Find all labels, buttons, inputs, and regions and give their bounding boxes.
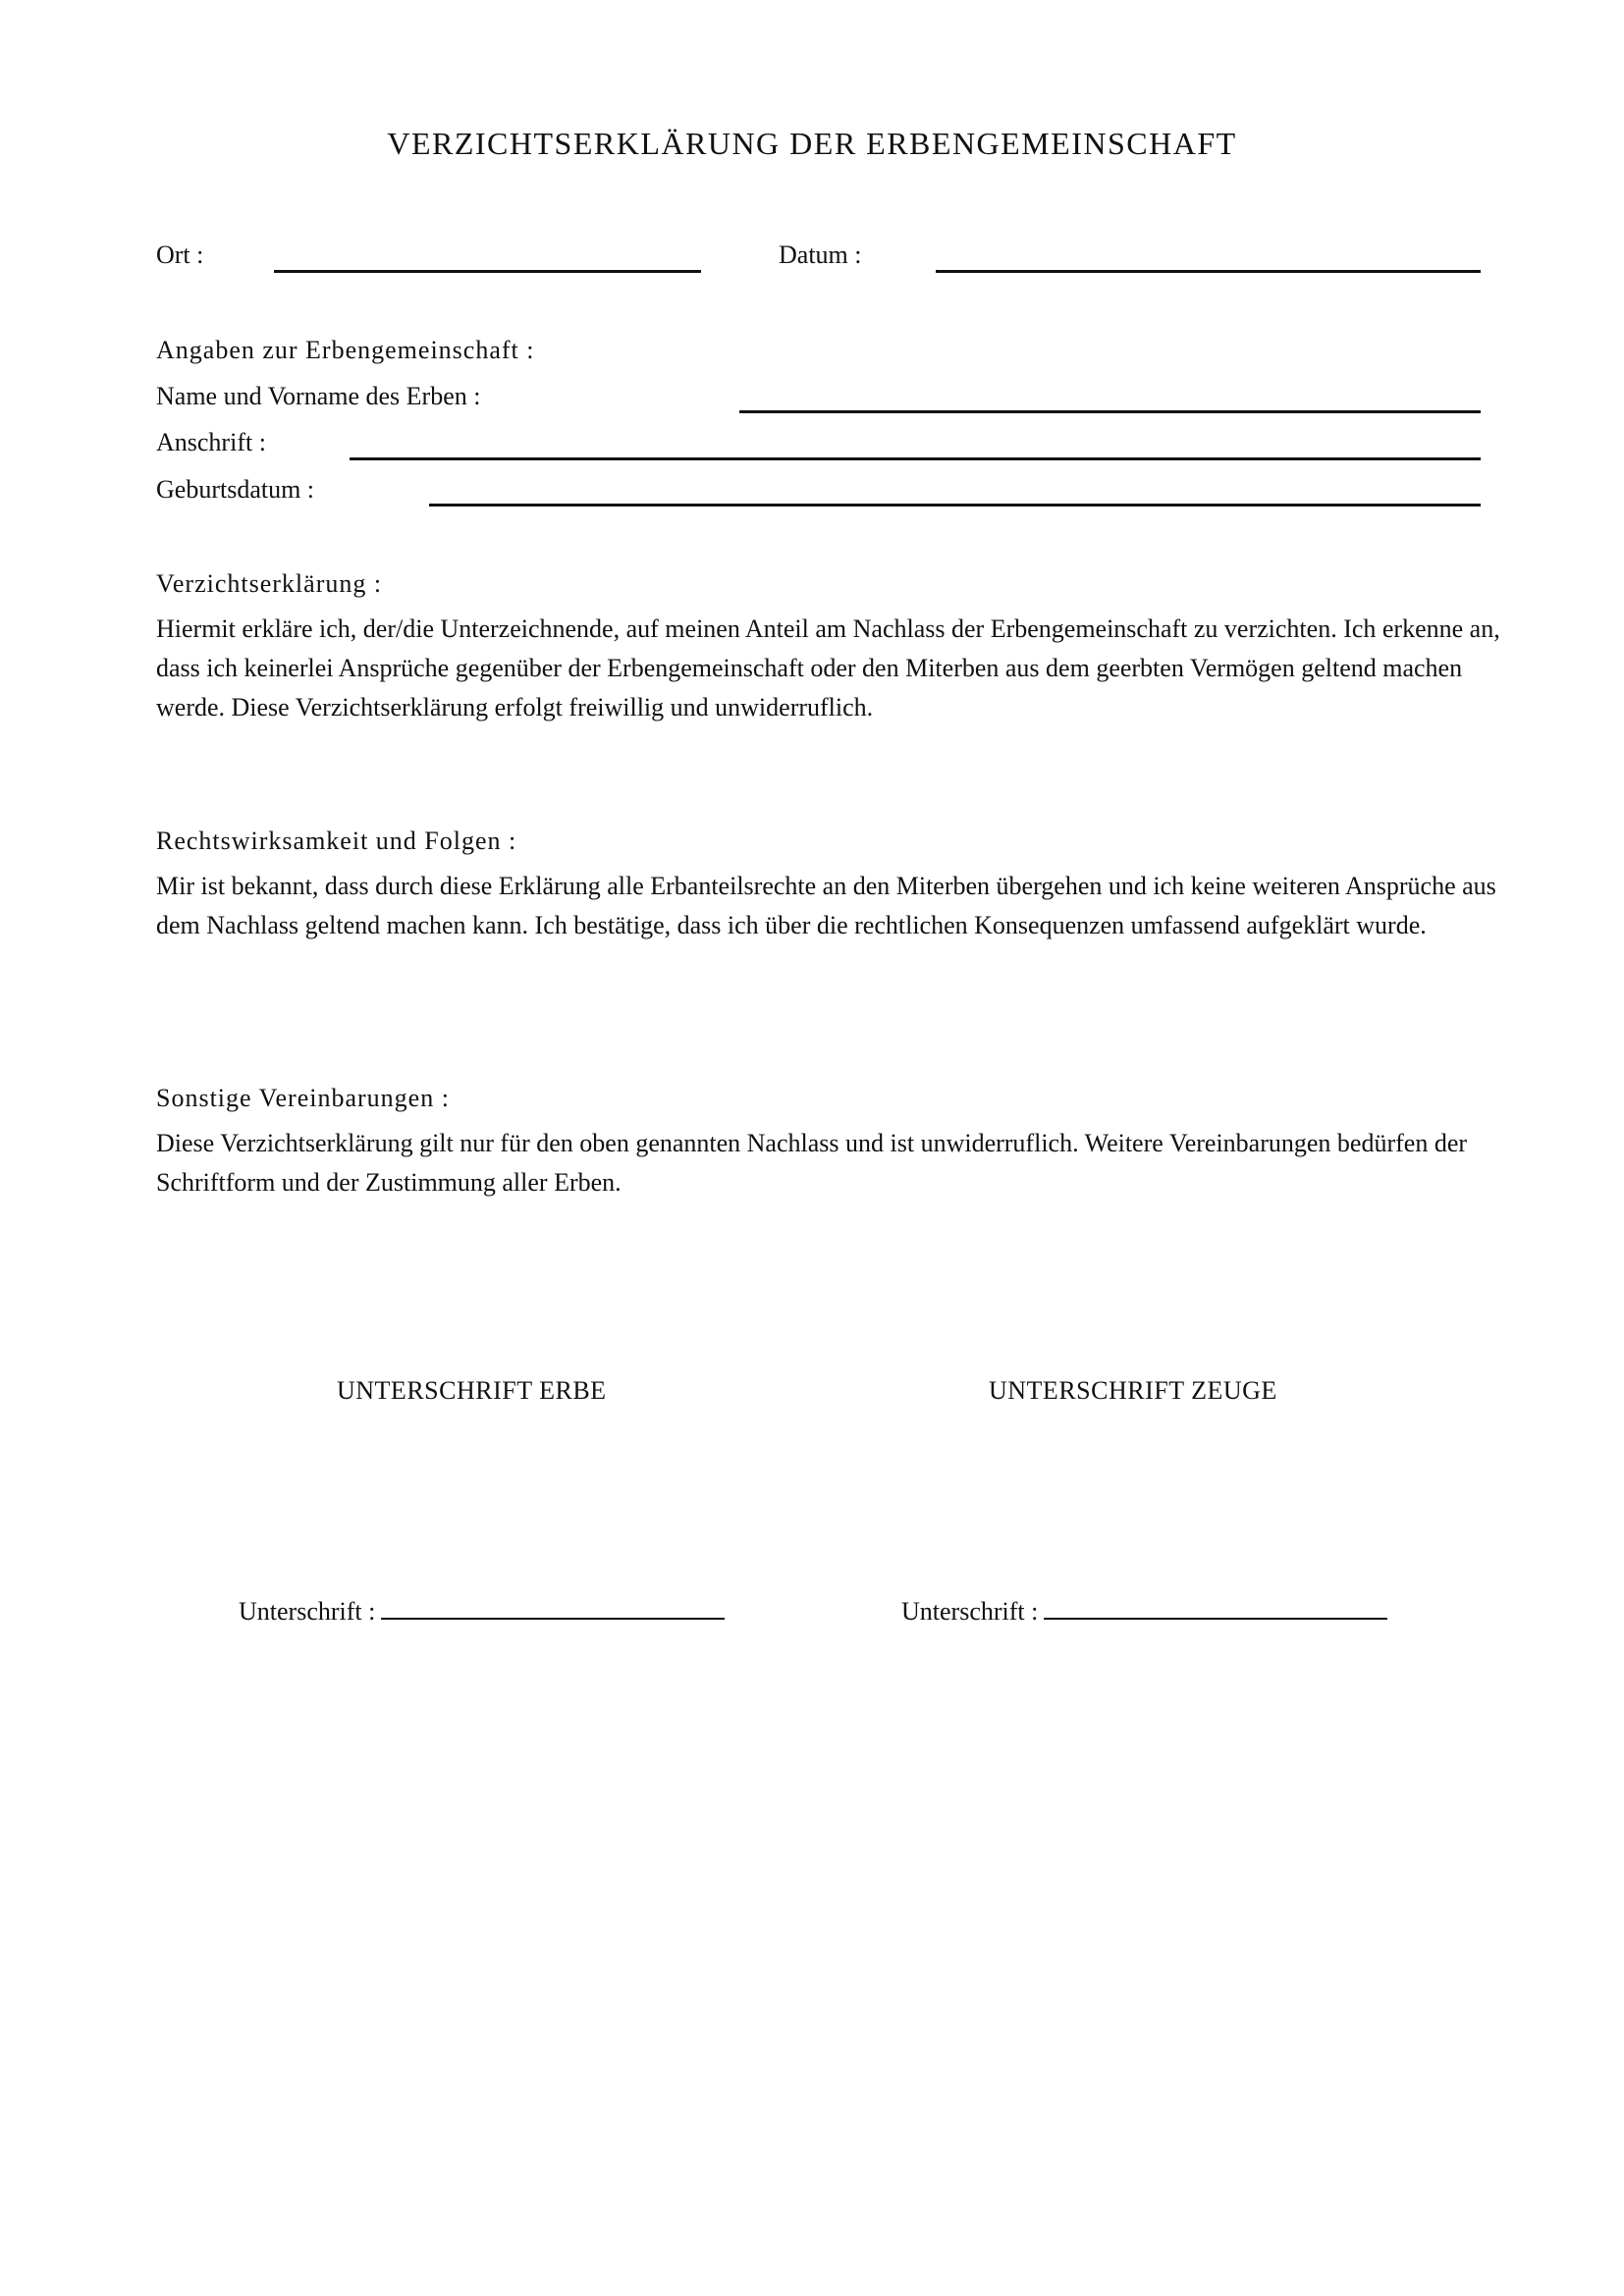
heir-signature-field[interactable] xyxy=(381,1594,725,1620)
witness-signature-field[interactable] xyxy=(1044,1594,1387,1620)
heirs-heading: Angaben zur Erbengemeinschaft : xyxy=(156,336,535,364)
address-field[interactable] xyxy=(350,457,1481,460)
heir-name-label: Name und Vorname des Erben : xyxy=(156,382,481,410)
birthdate-label: Geburtsdatum : xyxy=(156,475,315,504)
datum-label: Datum : xyxy=(779,240,862,269)
waiver-heading: Verzichtserklärung : xyxy=(156,569,383,598)
heir-signature-row xyxy=(239,1594,725,1627)
birthdate-field[interactable] xyxy=(429,504,1481,507)
legal-heading: Rechtswirksamkeit und Folgen : xyxy=(156,827,517,855)
legal-text: Mir ist bekannt, dass durch diese Erklärung alle Erbanteilsrechte an den Miterben übergehen und ich keine weiteren Ansprüche aus dem Nachlass geltend machen kann. Ich bestätige, dass ich über die rechtlichen Konsequenzen umfassend aufgeklärt wurde. xyxy=(156,872,1496,939)
heir-signature-heading: UNTERSCHRIFT ERBE xyxy=(337,1376,607,1405)
datum-field[interactable] xyxy=(936,270,1481,273)
witness-signature-heading: UNTERSCHRIFT ZEUGE xyxy=(989,1376,1277,1405)
ort-label: Ort : xyxy=(156,240,204,269)
witness-signature-label: Unterschrift : xyxy=(901,1597,1039,1626)
heir-name-field[interactable] xyxy=(739,410,1481,413)
address-label: Anschrift : xyxy=(156,428,266,456)
heir-signature-label: Unterschrift : xyxy=(239,1597,376,1626)
other-heading: Sonstige Vereinbarungen : xyxy=(156,1084,450,1112)
waiver-text: Hiermit erkläre ich, der/die Unterzeichnende, auf meinen Anteil am Nachlass der Erbengemeinschaft zu verzichten. Ich erkenne an, dass ich keinerlei Ansprüche gegenüber der Erbengemeinschaft oder den Miterben aus dem geerbten Vermögen geltend machen werde. Diese Verzichtserklärung erfolgt freiwillig und unwiderruflich. xyxy=(156,614,1500,721)
document-title: VERZICHTSERKLÄRUNG DER ERBENGEMEINSCHAFT xyxy=(387,126,1237,161)
ort-field[interactable] xyxy=(274,270,701,273)
other-text: Diese Verzichtserklärung gilt nur für den oben genannten Nachlass und ist unwiderruflich. Weitere Vereinbarungen bedürfen der Schriftform und der Zustimmung aller Erben. xyxy=(156,1129,1468,1197)
witness-signature-row xyxy=(901,1594,1387,1627)
